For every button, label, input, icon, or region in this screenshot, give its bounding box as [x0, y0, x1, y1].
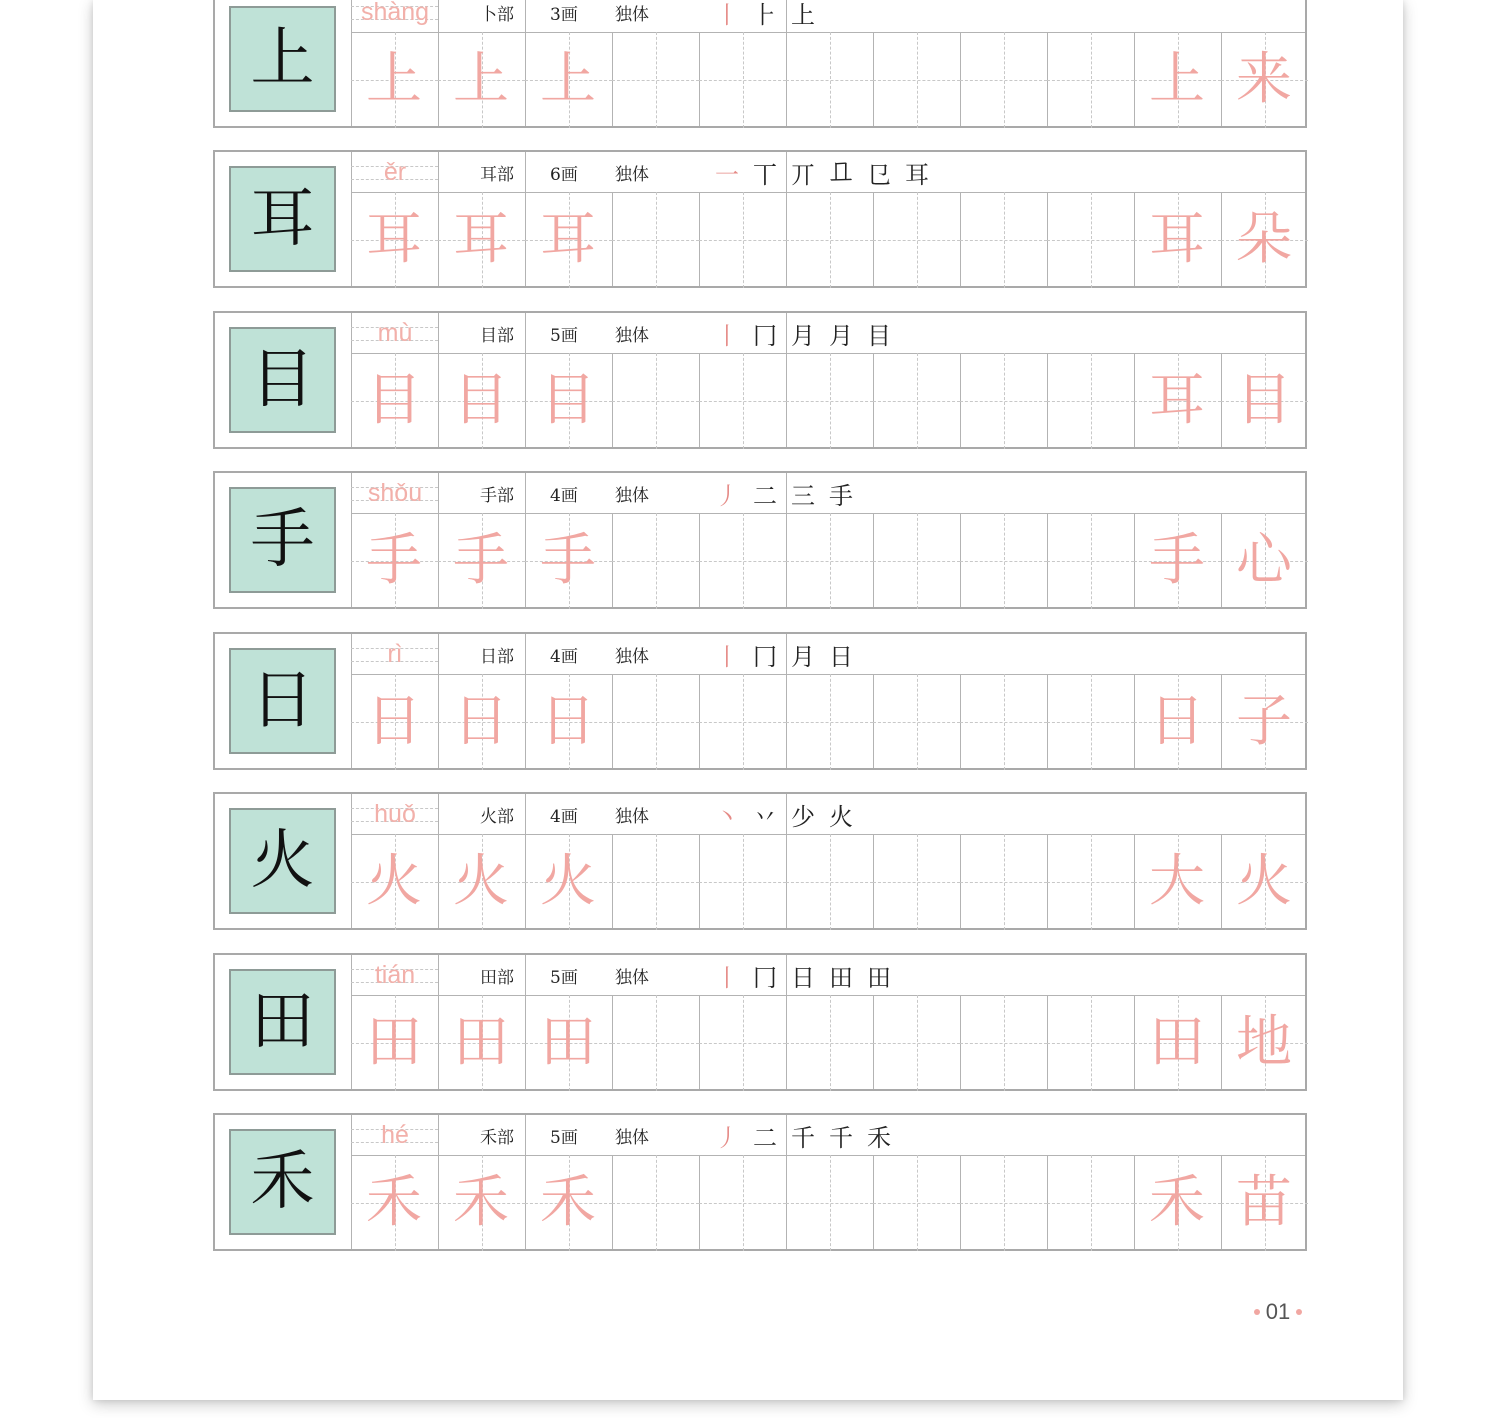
trace-char: 田	[540, 1010, 596, 1075]
guide-line	[960, 401, 1047, 402]
trace-char: 耳	[453, 207, 509, 272]
structure-label: 独体	[615, 485, 649, 506]
guide-line	[1047, 561, 1134, 562]
stroke-step: 丶	[715, 802, 739, 831]
guide-line	[612, 722, 699, 723]
stroke-step: 丷	[753, 802, 777, 831]
radical-label: 手部	[480, 485, 514, 506]
stroke-order	[715, 634, 853, 674]
grid-line	[960, 353, 961, 447]
model-char: 上	[250, 22, 315, 96]
guide-line	[612, 1043, 699, 1044]
guide-line	[960, 722, 1047, 723]
stroke-step: ⺊	[753, 0, 777, 29]
grid-line	[873, 995, 874, 1089]
guide-line	[612, 882, 699, 883]
model-char-box	[229, 166, 336, 272]
grid-line	[873, 1155, 874, 1249]
guide-line	[786, 561, 873, 562]
guide-line	[1047, 722, 1134, 723]
word-char: 地	[1236, 1010, 1292, 1075]
grid-line	[612, 513, 613, 607]
structure-label: 独体	[615, 806, 649, 827]
stroke-step: 田	[829, 963, 853, 992]
grid-line	[960, 1155, 961, 1249]
stroke-step: 耳	[905, 160, 929, 189]
stroke-step: 火	[829, 802, 853, 831]
grid-line	[960, 995, 961, 1089]
guide-line	[786, 882, 873, 883]
stroke-step: 手	[829, 481, 853, 510]
practice-row	[213, 953, 1307, 1091]
trace-char: 上	[540, 47, 596, 112]
grid-line	[699, 32, 700, 126]
stroke-step: 丨	[715, 0, 739, 29]
stroke-step: 少	[791, 802, 815, 831]
guide-line	[873, 561, 960, 562]
trace-char: 火	[453, 849, 509, 914]
word-char: 苗	[1236, 1170, 1292, 1235]
structure-label: 独体	[615, 967, 649, 988]
pinyin: shǒu	[367, 478, 423, 507]
word-char: 朵	[1236, 207, 1292, 272]
word-char: 手	[1149, 528, 1205, 593]
trace-char: 上	[366, 47, 422, 112]
dot-left-icon	[1254, 1309, 1260, 1315]
stroke-step: 丌	[791, 160, 815, 189]
model-char: 日	[250, 664, 315, 738]
stroke-step: 目	[867, 321, 891, 350]
guide-line	[1047, 1203, 1134, 1204]
trace-char: 禾	[366, 1170, 422, 1235]
trace-char: 火	[540, 849, 596, 914]
stroke-order	[715, 152, 929, 192]
pinyin: tián	[374, 960, 416, 989]
pinyin: shàng	[360, 0, 430, 26]
radical-label: 田部	[480, 967, 514, 988]
practice-row	[213, 311, 1307, 449]
trace-char: 禾	[453, 1170, 509, 1235]
stroke-step: 千	[829, 1123, 853, 1152]
trace-char: 田	[453, 1010, 509, 1075]
guide-line	[873, 401, 960, 402]
grid-line	[960, 834, 961, 928]
guide-line	[1047, 80, 1134, 81]
grid-line	[612, 192, 613, 286]
guide-line	[1047, 240, 1134, 241]
grid-line	[612, 1155, 613, 1249]
word-char: 耳	[1149, 368, 1205, 433]
grid-line	[612, 995, 613, 1089]
guide-line	[786, 401, 873, 402]
word-char: 火	[1236, 849, 1292, 914]
practice-row	[213, 792, 1307, 930]
stroke-order	[715, 0, 815, 32]
grid-line	[960, 674, 961, 768]
stroke-order	[715, 313, 891, 353]
guide-line	[1047, 1043, 1134, 1044]
practice-row	[213, 0, 1307, 128]
guide-line	[960, 1043, 1047, 1044]
radical-label: 卜部	[480, 4, 514, 25]
stroke-step: 上	[791, 0, 815, 29]
trace-char: 目	[540, 368, 596, 433]
stroke-order	[715, 1115, 891, 1155]
page-number-label: 01	[1265, 1299, 1291, 1324]
trace-char: 田	[366, 1010, 422, 1075]
stroke-order	[715, 955, 891, 995]
stroke-step: 丿	[715, 481, 739, 510]
word-char: 目	[1236, 368, 1292, 433]
practice-row	[213, 1113, 1307, 1251]
word-char: 田	[1149, 1010, 1205, 1075]
stroke-step: 月	[791, 321, 815, 350]
guide-line	[960, 561, 1047, 562]
stroke-step: 月	[829, 321, 853, 350]
strokes-count-label: 5画	[550, 967, 578, 988]
radical-label: 禾部	[480, 1127, 514, 1148]
model-char-box	[229, 487, 336, 593]
model-char: 禾	[250, 1145, 315, 1219]
stroke-step: 日	[829, 642, 853, 671]
structure-label: 独体	[615, 4, 649, 25]
strokes-count-label: 5画	[550, 1127, 578, 1148]
guide-line	[786, 80, 873, 81]
word-char: 大	[1149, 849, 1205, 914]
grid-line	[699, 192, 700, 286]
word-char: 上	[1149, 47, 1205, 112]
stroke-step: 丿	[715, 1123, 739, 1152]
structure-label: 独体	[615, 646, 649, 667]
radical-label: 目部	[480, 325, 514, 346]
strokes-count-label: 5画	[550, 325, 578, 346]
guide-line	[873, 882, 960, 883]
trace-char: 手	[366, 528, 422, 593]
model-char-box	[229, 648, 336, 754]
grid-line	[960, 513, 961, 607]
stroke-step: 㔾	[867, 160, 891, 189]
guide-line	[873, 722, 960, 723]
model-char-box	[229, 327, 336, 433]
model-char-box	[229, 969, 336, 1075]
practice-row	[213, 150, 1307, 288]
guide-line	[699, 1043, 786, 1044]
model-char-box	[229, 6, 336, 112]
trace-char: 目	[366, 368, 422, 433]
radical-label: 日部	[480, 646, 514, 667]
guide-line	[699, 401, 786, 402]
guide-line	[699, 882, 786, 883]
word-char: 子	[1236, 689, 1292, 754]
grid-line	[873, 192, 874, 286]
trace-char: 耳	[540, 207, 596, 272]
guide-line	[1047, 882, 1134, 883]
trace-char: 手	[540, 528, 596, 593]
grid-line	[1047, 32, 1048, 126]
model-char-box	[229, 808, 336, 914]
stroke-step: 田	[867, 963, 891, 992]
guide-line	[960, 882, 1047, 883]
grid-line	[699, 1155, 700, 1249]
grid-line	[699, 513, 700, 607]
practice-row	[213, 471, 1307, 609]
stroke-step: 千	[791, 1123, 815, 1152]
guide-line	[786, 1043, 873, 1044]
grid-line	[1047, 674, 1048, 768]
stroke-step: 三	[791, 481, 815, 510]
guide-line	[699, 240, 786, 241]
grid-line	[1047, 834, 1048, 928]
stroke-order	[715, 473, 853, 513]
radical-label: 耳部	[480, 164, 514, 185]
grid-line	[1047, 513, 1048, 607]
grid-line	[1047, 353, 1048, 447]
grid-line	[1047, 1155, 1048, 1249]
grid-line	[612, 674, 613, 768]
guide-line	[612, 401, 699, 402]
model-char: 田	[250, 985, 315, 1059]
guide-line	[960, 240, 1047, 241]
strokes-count-label: 4画	[550, 806, 578, 827]
grid-line	[699, 834, 700, 928]
stroke-step: 丅	[753, 160, 777, 189]
guide-line	[699, 1203, 786, 1204]
grid-line	[612, 834, 613, 928]
stroke-step: 日	[791, 963, 815, 992]
word-char: 心	[1236, 528, 1292, 593]
guide-line	[612, 80, 699, 81]
dot-right-icon	[1296, 1309, 1302, 1315]
grid-line	[612, 353, 613, 447]
guide-line	[699, 722, 786, 723]
strokes-count-label: 6画	[550, 164, 578, 185]
practice-row	[213, 632, 1307, 770]
grid-line	[873, 674, 874, 768]
model-char-box	[229, 1129, 336, 1235]
grid-line	[960, 192, 961, 286]
guide-line	[786, 240, 873, 241]
model-char: 手	[250, 503, 315, 577]
trace-char: 目	[453, 368, 509, 433]
stroke-step: 一	[715, 160, 739, 189]
grid-line	[699, 995, 700, 1089]
grid-line	[1047, 192, 1048, 286]
grid-line	[699, 353, 700, 447]
pinyin: huǒ	[374, 799, 416, 828]
stroke-step: 冂	[753, 642, 777, 671]
guide-line	[786, 722, 873, 723]
page-number	[1248, 1300, 1308, 1324]
trace-char: 耳	[366, 207, 422, 272]
stroke-step: 禾	[867, 1123, 891, 1152]
grid-line	[873, 353, 874, 447]
pinyin: mù	[377, 318, 413, 347]
stroke-order	[715, 794, 853, 834]
strokes-count-label: 4画	[550, 646, 578, 667]
trace-char: 火	[366, 849, 422, 914]
guide-line	[612, 561, 699, 562]
guide-line	[873, 80, 960, 81]
stroke-step: 𠀃	[829, 158, 853, 186]
grid-line	[873, 834, 874, 928]
stroke-step: 冂	[753, 321, 777, 350]
word-char: 禾	[1149, 1170, 1205, 1235]
guide-line	[699, 80, 786, 81]
guide-line	[960, 1203, 1047, 1204]
stroke-step: 丨	[715, 963, 739, 992]
guide-line	[873, 240, 960, 241]
guide-line	[873, 1043, 960, 1044]
trace-char: 日	[540, 689, 596, 754]
structure-label: 独体	[615, 164, 649, 185]
guide-line	[612, 240, 699, 241]
guide-line	[1047, 401, 1134, 402]
trace-char: 日	[453, 689, 509, 754]
stroke-step: 月	[791, 642, 815, 671]
strokes-count-label: 4画	[550, 485, 578, 506]
word-char: 耳	[1149, 207, 1205, 272]
stroke-step: 丨	[715, 321, 739, 350]
trace-char: 手	[453, 528, 509, 593]
guide-line	[960, 80, 1047, 81]
guide-line	[786, 1203, 873, 1204]
stroke-step: 丨	[715, 642, 739, 671]
stroke-step: 二	[753, 481, 777, 510]
guide-line	[873, 1203, 960, 1204]
grid-line	[1047, 995, 1048, 1089]
guide-line	[612, 1203, 699, 1204]
model-char: 目	[250, 343, 315, 417]
radical-label: 火部	[480, 806, 514, 827]
trace-char: 上	[453, 47, 509, 112]
pinyin: rì	[387, 639, 403, 668]
grid-line	[960, 32, 961, 126]
stroke-step: 二	[753, 1123, 777, 1152]
structure-label: 独体	[615, 325, 649, 346]
model-char: 火	[250, 824, 315, 898]
word-char: 日	[1149, 689, 1205, 754]
grid-line	[873, 513, 874, 607]
word-char: 来	[1236, 47, 1292, 112]
pinyin: hé	[381, 1120, 409, 1149]
pinyin: ěr	[383, 157, 407, 186]
stroke-step: 冂	[753, 963, 777, 992]
strokes-count-label: 3画	[550, 4, 578, 25]
structure-label: 独体	[615, 1127, 649, 1148]
trace-char: 禾	[540, 1170, 596, 1235]
grid-line	[612, 32, 613, 126]
grid-line	[873, 32, 874, 126]
grid-line	[699, 674, 700, 768]
guide-line	[699, 561, 786, 562]
trace-char: 日	[366, 689, 422, 754]
model-char: 耳	[250, 182, 315, 256]
